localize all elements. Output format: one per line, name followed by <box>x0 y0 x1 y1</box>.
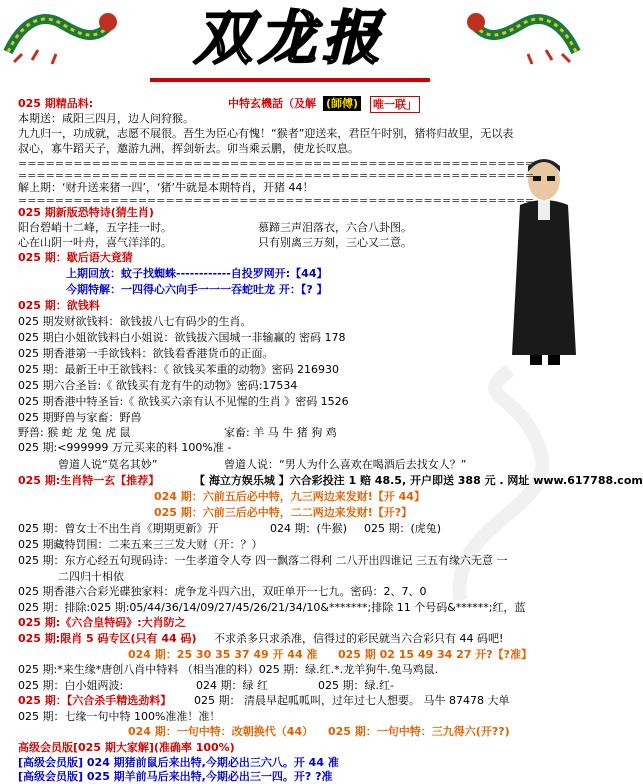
text-segment: 024 期：一句中特：改朝换代（44） <box>128 725 314 738</box>
text-segment: 025 期白小姐欲钱料白小姐说：欲钱拔六国城一非输赢的 密码 178 <box>18 331 346 344</box>
text-line <box>18 584 578 599</box>
text-segment: 025 期：六前三后必中特，二二两边来发财!【开?】 <box>154 506 413 519</box>
text-line <box>18 330 578 345</box>
text-segment: 二四归十相依 <box>58 570 124 583</box>
text-line <box>18 755 578 770</box>
text-segment: 025 期藏特罚围：二来五来三三发大财（开：？） <box>18 538 263 551</box>
text-segment: 中特玄機話（及解 <box>228 97 316 110</box>
text-line <box>18 693 578 708</box>
text-line <box>18 96 578 111</box>
text-segment: 025 期：七缘一句中特 100%准准！准！ <box>18 710 221 723</box>
text-line <box>18 378 578 393</box>
text-segment: 025 期:*来生缘*唐创八肖中特料 （相当准的料）025 期：绿.红.*.龙羊狗牛.兔马鸡鼠. <box>18 663 439 676</box>
text-segment: 阳台碧峭十二峰，五字挂一时。 <box>18 221 172 234</box>
text-line <box>18 425 578 440</box>
text-line <box>18 141 578 156</box>
text-segment: 025 期：东方心经五句现码诗：一生孝道令人夸 四一飘落二得利 二八开出四谁记 三五有缘六无意 一 <box>18 554 508 567</box>
text-segment: 024 期：六前五后必中特，九三两边来发财!【开 44】 <box>154 490 425 503</box>
newspaper-title: 双龙报 <box>193 4 386 72</box>
text-segment: 025 期香港中特圣旨:《 欲钱买六亲有认不见惺的生肖 》密码 1526 <box>18 395 349 408</box>
text-line <box>18 740 578 755</box>
text-line <box>18 220 578 235</box>
text-line <box>18 314 578 329</box>
text-segment: ======================================================== <box>18 194 535 207</box>
text-segment: 高级会员版[025 期大家解](准确率 100%) <box>18 741 235 754</box>
text-line <box>18 553 578 568</box>
text-segment: 025 期：排除:025 期:05/44/36/14/09/27/45/26/21/34/10&*******;排除 11 个号码&******;红，蓝 <box>18 601 526 614</box>
text-line <box>18 250 578 265</box>
text-segment: 025 期：一句中特：三九得六(开??) <box>328 725 510 738</box>
text-segment: 本期送：咸阳三四月，边人问狩猴。 <box>18 112 194 125</box>
text-segment: 只有别离三万刻，三心又二意。 <box>258 236 412 249</box>
text-segment: 025 期：(虎兔) <box>364 522 442 535</box>
text-segment: 上期回放：蚊子找蜘蛛------------自投罗网开:【44】 <box>66 267 328 280</box>
text-segment: 025 期精品料: <box>18 97 94 110</box>
text-line <box>58 457 578 472</box>
text-line <box>18 362 578 377</box>
text-line <box>18 600 578 615</box>
text-line <box>18 410 578 425</box>
text-segment: 025 期：白小姐两波: <box>18 679 124 692</box>
text-line <box>18 521 578 536</box>
left-dragon-icon <box>2 2 120 74</box>
text-segment: 025 期:生肖特一玄【推荐】 <box>18 474 160 487</box>
text-segment: 025 期： 清晨早起呱呱叫，过年过七人想要。 马牛 87478 大单 <box>194 694 510 707</box>
text-segment: 025 期：欲钱料 <box>18 299 100 312</box>
text-segment: 曾道人说：“男人为什么喜欢在喝酒后去找女人？” <box>224 458 467 471</box>
text-segment: 025 期:<999999 万元买来的料 100%准 - <box>18 441 232 454</box>
text-segment: ======================================================== <box>18 157 535 170</box>
text-line <box>18 678 578 693</box>
text-line <box>18 440 578 455</box>
text-segment: 慕蹄三声泪落衣，六合八卦图。 <box>258 221 412 234</box>
text-line <box>18 205 578 220</box>
text-line <box>18 126 578 141</box>
masthead <box>0 0 584 92</box>
text-line <box>18 473 643 488</box>
text-segment: 025 期香港第一手欲钱料：欲钱看香港货币的正面。 <box>18 347 274 360</box>
text-segment: 025 期：曾女士不出生肖《期期更新》开 <box>18 522 219 535</box>
text-segment: 心在山阴一叶舟，喜气洋洋的。 <box>18 236 172 249</box>
text-line <box>18 769 578 784</box>
title-underline <box>150 78 430 82</box>
text-segment: 025 期：最新王中王欲钱料：《 欲钱买苯重的动物》密码 216930 <box>18 363 339 376</box>
text-segment: 025 期 02 15 49 34 27 开?【?准】 <box>338 648 533 661</box>
text-line <box>18 537 578 552</box>
text-segment: 025 期：【六合杀手精选劲料】 <box>18 694 172 707</box>
text-segment: [高级会员版] 024 期猪前鼠后来出特,今期必出三六八。开 44 准 <box>18 756 339 769</box>
text-segment: [高级会员版] 025 期羊前马后来出特,今期必出三一四。开? ?准 <box>18 770 333 783</box>
text-segment: 025 期：绿.红- <box>318 679 394 692</box>
text-segment: 【 海立方娱乐城 】六合彩投注 1 赔 48.5, 开户即送 388 元 . 网址 www.617788.com <box>194 474 643 487</box>
text-segment: 024 期：25 30 35 37 49 开 44 准 <box>128 648 318 661</box>
text-line <box>18 346 578 361</box>
text-segment: 025 期：歇后语大竟猜 <box>18 251 133 264</box>
text-segment: ======================================================== <box>18 169 535 182</box>
text-segment: 024 期：绿 红 <box>196 679 268 692</box>
text-segment: 家畜: 羊 马 牛 猪 狗 鸡 <box>224 426 337 439</box>
text-segment: (師傅) <box>323 96 361 111</box>
text-segment: 不求杀多只求杀准，信得过的彩民就当六合彩只有 44 码吧! <box>214 632 504 645</box>
text-segment: 025 期新版恐特诗(猜生肖) <box>18 206 154 219</box>
text-segment: 叔心，寡牛蹈天子，邀游九洲，挥剑斩去。卯当乘云鹏，使龙长叹息。 <box>18 142 359 155</box>
text-segment: 今期特解：一四得心六向手一一一吞蛇吐龙 开：【? 】 <box>66 283 328 296</box>
text-segment: 曾道人说“莫名其妙” <box>58 458 158 471</box>
text-line <box>18 394 578 409</box>
text-line <box>18 111 578 126</box>
text-segment: 025 期六合圣旨:《 欲钱买有龙有牛的动物》密码:17534 <box>18 379 298 392</box>
text-segment: 025 期:《六合皇特码》:大肖防之 <box>18 616 186 629</box>
text-segment: 025 期发财欲钱料：欲钱拔八七有码少的生肖。 <box>18 315 252 328</box>
text-line <box>18 709 578 724</box>
text-segment: 解上期：‘财升送来猪一四’，‘猪’牛就是本期特肖，开猪 44！ <box>18 181 314 194</box>
text-segment: 025 期:限肖 5 码专区(只有 44 码) <box>18 632 197 645</box>
text-segment: 野兽: 猴 蛇 龙 兔 虎 鼠 <box>18 426 131 439</box>
text-segment: 九九归一，功成就，志愿不展很。吾生为臣心有愧！“猴者”迎送来，君臣午时别，猪将归故里，无以表 <box>18 127 514 140</box>
text-segment: 024 期：(牛猴) <box>270 522 348 535</box>
text-line <box>18 298 578 313</box>
text-line <box>18 662 578 677</box>
text-line <box>18 235 578 250</box>
text-segment: 025 期野兽与家畜：野兽 <box>18 411 142 424</box>
text-line <box>18 631 578 646</box>
text-segment: 025 期香港六合彩光碟独家料：虎争龙斗四六出，双旺单开一七九。密码：2、7、0 <box>18 585 427 598</box>
text-line <box>18 615 578 630</box>
text-segment: 唯一联」 <box>370 96 420 113</box>
right-dragon-icon <box>464 2 582 74</box>
